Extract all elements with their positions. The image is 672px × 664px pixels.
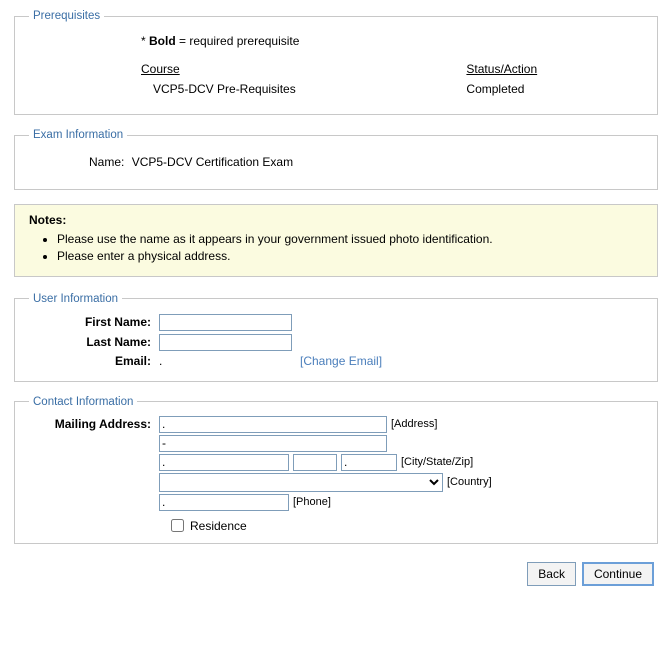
cell-status: Completed — [466, 82, 525, 96]
residence-checkbox[interactable] — [171, 519, 184, 532]
prereq-note-bold: Bold — [149, 34, 176, 48]
prerequisites-legend: Prerequisites — [33, 10, 101, 22]
contact-information-section — [14, 396, 658, 544]
first-name-label: First Name: — [84, 315, 151, 330]
residence-row — [25, 519, 647, 533]
list-item: • Please use the name as it appears in your government issued photo identification. — [57, 231, 647, 248]
prerequisites-section — [14, 10, 658, 115]
user-information-section — [14, 293, 658, 382]
exam-information-section — [14, 129, 658, 190]
country-row — [25, 473, 647, 492]
cell-course: VCP5-DCV Pre-Requisites — [153, 82, 296, 96]
notes-box — [14, 204, 658, 277]
phone-hint: [Phone] — [293, 496, 331, 509]
state-input[interactable] — [293, 454, 337, 471]
table-row — [141, 80, 621, 98]
continue-button[interactable]: Continue — [582, 562, 654, 586]
user-information-legend: User Information — [33, 292, 119, 305]
list-item: • Please enter a physical address. — [57, 248, 647, 265]
city-state-zip-row — [25, 454, 647, 471]
last-name-input[interactable] — [159, 334, 292, 351]
country-select[interactable] — [159, 473, 443, 492]
email-label: Email: — [114, 353, 151, 368]
address-line2-row — [25, 435, 647, 452]
prerequisites-bold-note — [141, 34, 647, 48]
first-name-input[interactable] — [159, 314, 292, 331]
prereq-note-asterisk: * — [141, 34, 146, 48]
notes-list — [25, 231, 647, 266]
city-state-zip-hint: [City/State/Zip] — [401, 456, 474, 469]
city-input[interactable] — [159, 454, 289, 471]
mailing-address-label: Mailing Address: — [54, 417, 151, 432]
exam-information-legend: Exam Information — [33, 129, 124, 141]
email-row — [25, 354, 647, 368]
prerequisites-table — [141, 62, 621, 98]
change-email-link[interactable]: [Change Email] — [300, 353, 383, 368]
prereq-note-suffix: = required prerequisite — [179, 34, 300, 48]
table-header-row — [141, 62, 621, 80]
contact-information-legend: Contact Information — [33, 395, 134, 408]
phone-input[interactable] — [159, 494, 289, 511]
first-name-row — [25, 314, 647, 331]
country-hint: [Country] — [447, 476, 492, 489]
last-name-label: Last Name: — [86, 335, 151, 350]
button-bar — [14, 558, 658, 586]
exam-name-value: VCP5-DCV Certification Exam — [131, 155, 294, 169]
notes-title: Notes: — [29, 213, 67, 227]
last-name-row — [25, 334, 647, 351]
back-button[interactable]: Back — [527, 562, 576, 586]
exam-name-row — [25, 155, 647, 169]
email-value: . — [159, 353, 163, 368]
zip-input[interactable] — [341, 454, 397, 471]
column-header-course: Course — [141, 62, 180, 76]
phone-row — [25, 494, 647, 511]
address-line1-input[interactable] — [159, 416, 387, 433]
column-header-status: Status/Action — [466, 62, 538, 76]
residence-label[interactable]: Residence — [190, 518, 247, 533]
exam-name-label: Name: — [89, 155, 125, 169]
address-hint: [Address] — [391, 418, 438, 431]
address-line1-row — [25, 416, 647, 433]
address-line2-input[interactable] — [159, 435, 387, 452]
